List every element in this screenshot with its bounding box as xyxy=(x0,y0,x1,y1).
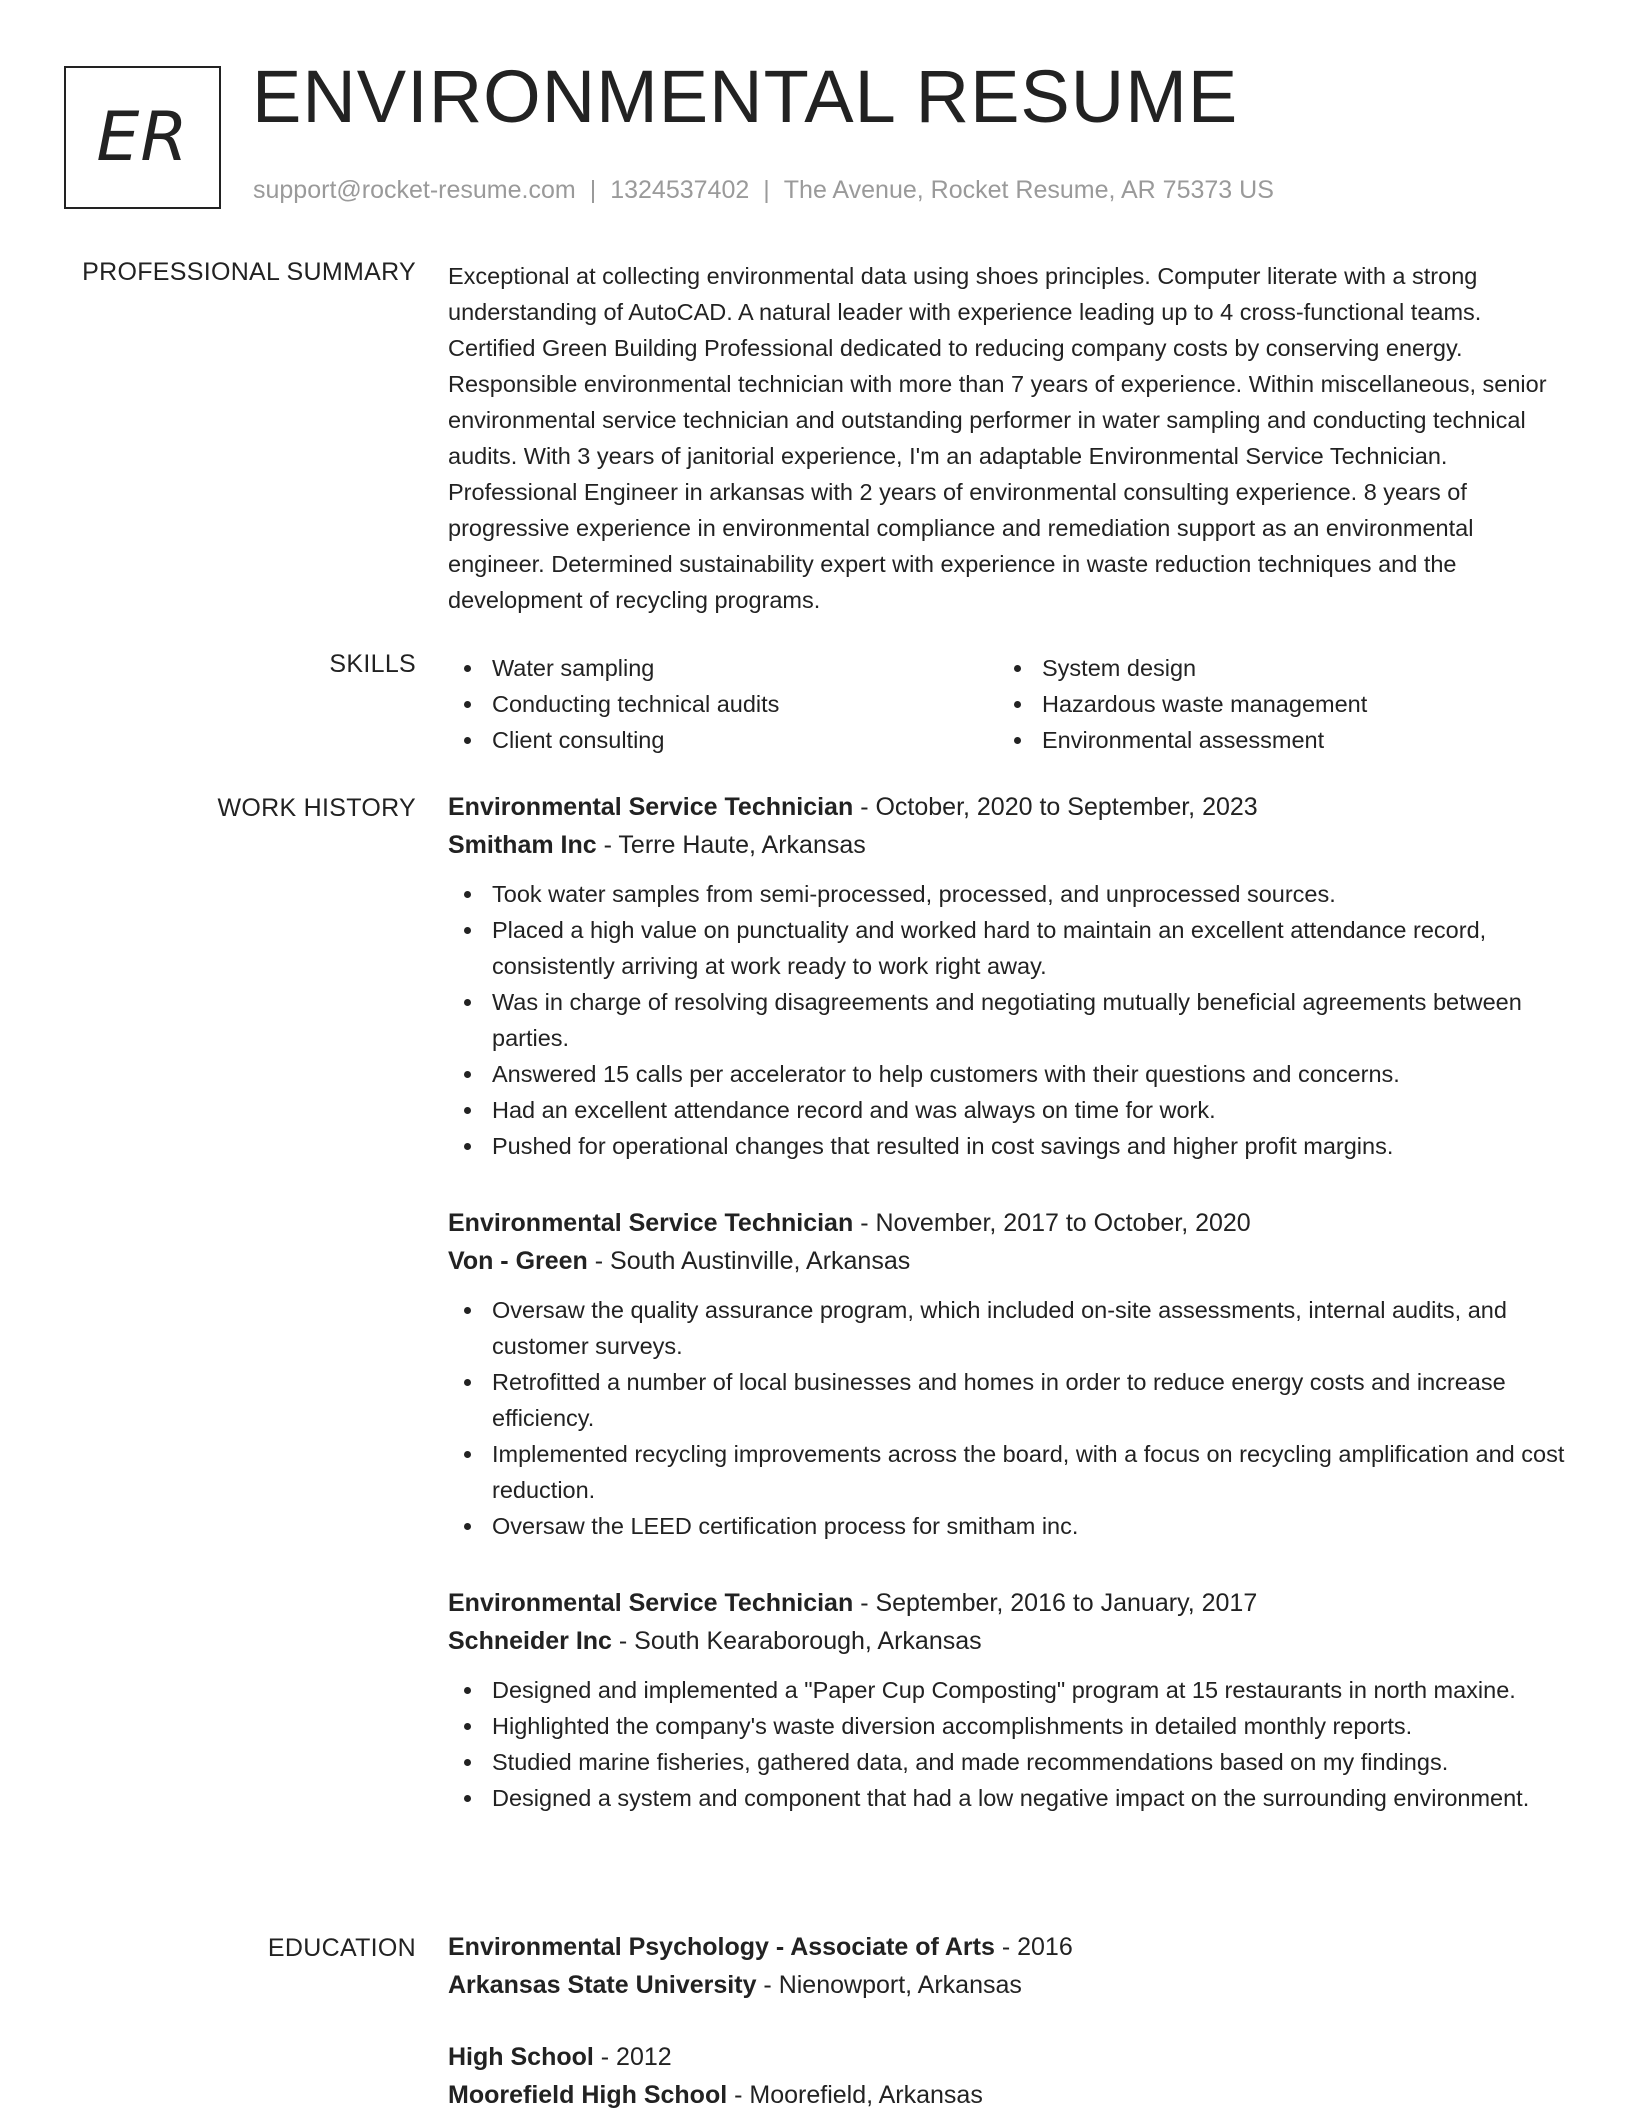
section-label-summary: PROFESSIONAL SUMMARY xyxy=(82,258,416,286)
education-school: Moorefield High School xyxy=(448,2081,728,2109)
section-label-work: WORK HISTORY xyxy=(217,794,416,822)
job-bullet-list xyxy=(448,876,1568,1164)
education-school-line xyxy=(448,2076,1568,2112)
job-entry xyxy=(448,1584,1568,1816)
section-label-skills: SKILLS xyxy=(329,650,416,678)
job-title: Environmental Service Technician xyxy=(448,1589,854,1617)
job-bullet: Studied marine fisheries, gathered data, and made recommendations based on my findings. xyxy=(448,1744,1568,1780)
contact-address: The Avenue, Rocket Resume, AR 75373 US xyxy=(783,176,1274,204)
job-location: - South Kearaborough, Arkansas xyxy=(611,1627,982,1655)
job-bullet: Took water samples from semi-processed, processed, and unprocessed sources. xyxy=(448,876,1568,912)
job-location: - South Austinville, Arkansas xyxy=(587,1247,911,1275)
job-company-line xyxy=(448,1242,1568,1280)
education-school-line xyxy=(448,1966,1568,2004)
education-location: - Moorefield, Arkansas xyxy=(727,2081,983,2109)
skills-column-1 xyxy=(448,650,998,758)
job-bullet: Retrofitted a number of local businesses and homes in order to reduce energy costs and increase efficiency. xyxy=(448,1364,1568,1436)
job-bullet: Highlighted the company's waste diversion accomplishments in detailed monthly reports. xyxy=(448,1708,1568,1744)
summary-text: Exceptional at collecting environmental data using shoes principles. Computer literate with a strong understanding of AutoCAD. A natural leader with experience leading up to 4 cross-functional teams. Certified Green Building Professional dedicated to reducing company costs by conserving energy. Responsible environmental technician with more than 7 years of experience. Within miscellaneous, senior environmental service technician and outstanding performer in water sampling and conducting technical audits. With 3 years of janitorial experience, I'm an adaptable Environmental Service Technician. Professional Engineer in arkansas with 2 years of environmental consulting experience. 8 years of progressive experience in environmental compliance and remediation support as an environmental engineer. Determined sustainability expert with experience in waste reduction techniques and the development of recycling programs. xyxy=(448,263,1547,613)
job-bullet: Had an excellent attendance record and was always on time for work. xyxy=(448,1092,1568,1128)
contact-line xyxy=(253,176,1274,205)
education-school: Arkansas State University xyxy=(448,1971,757,1999)
job-entry xyxy=(448,788,1568,1164)
job-title: Environmental Service Technician xyxy=(448,1209,854,1237)
job-bullet: Oversaw the LEED certification process for smitham inc. xyxy=(448,1508,1568,1544)
section-label-education: EDUCATION xyxy=(267,1934,416,1962)
job-bullet-list xyxy=(448,1292,1568,1544)
monogram-initials: ER xyxy=(96,98,189,177)
job-company-line xyxy=(448,1622,1568,1660)
job-company: Von - Green xyxy=(448,1247,588,1275)
education-degree: Environmental Psychology - Associate of Arts xyxy=(448,1933,995,1961)
skills-grid xyxy=(448,650,1568,758)
skill-item: Client consulting xyxy=(448,722,998,758)
job-dates: - October, 2020 to September, 2023 xyxy=(853,793,1258,821)
job-bullet: Implemented recycling improvements across the board, with a focus on recycling amplification and cost reduction. xyxy=(448,1436,1568,1508)
job-bullet: Designed a system and component that had a low negative impact on the surrounding environment. xyxy=(448,1780,1568,1816)
job-dates: - September, 2016 to January, 2017 xyxy=(853,1589,1258,1617)
job-title: Environmental Service Technician xyxy=(448,793,854,821)
monogram-box xyxy=(64,66,221,209)
job-title-line xyxy=(448,788,1568,826)
skill-item: Environmental assessment xyxy=(998,722,1548,758)
education-degree-line xyxy=(448,2038,1568,2076)
education-location: - Nienowport, Arkansas xyxy=(756,1971,1022,1999)
job-bullet: Oversaw the quality assurance program, which included on-site assessments, internal audits, and customer surveys. xyxy=(448,1292,1568,1364)
job-company: Schneider Inc xyxy=(448,1627,612,1655)
education-entry xyxy=(448,1928,1568,2004)
education-entry xyxy=(448,2038,1568,2112)
skill-item: Conducting technical audits xyxy=(448,686,998,722)
job-bullet: Answered 15 calls per accelerator to help customers with their questions and concerns. xyxy=(448,1056,1568,1092)
job-company: Smitham Inc xyxy=(448,831,597,859)
contact-phone: 1324537402 xyxy=(610,176,750,204)
skills-column-2 xyxy=(998,650,1548,758)
education-year: - 2016 xyxy=(994,1933,1073,1961)
education-degree-line xyxy=(448,1928,1568,1966)
resume-name: ENVIRONMENTAL RESUME xyxy=(252,55,1239,138)
job-company-line xyxy=(448,826,1568,864)
job-title-line xyxy=(448,1204,1568,1242)
job-location: - Terre Haute, Arkansas xyxy=(596,831,866,859)
job-bullet: Was in charge of resolving disagreements and negotiating mutually beneficial agreements between parties. xyxy=(448,984,1568,1056)
education-degree: High School xyxy=(448,2043,594,2071)
job-bullet: Placed a high value on punctuality and worked hard to maintain an excellent attendance record, consistently arriving at work ready to work right away. xyxy=(448,912,1568,984)
job-bullet-list xyxy=(448,1672,1568,1816)
skill-item: System design xyxy=(998,650,1548,686)
skill-item: Water sampling xyxy=(448,650,998,686)
job-entry xyxy=(448,1204,1568,1544)
contact-separator: | xyxy=(589,176,597,204)
job-bullet: Pushed for operational changes that resulted in cost savings and higher profit margins. xyxy=(448,1128,1568,1164)
contact-email: support@rocket-resume.com xyxy=(253,176,576,204)
job-title-line xyxy=(448,1584,1568,1622)
job-bullet: Designed and implemented a "Paper Cup Composting" program at 15 restaurants in north maxine. xyxy=(448,1672,1568,1708)
job-dates: - November, 2017 to October, 2020 xyxy=(853,1209,1251,1237)
education-year: - 2012 xyxy=(593,2043,672,2071)
contact-separator: | xyxy=(763,176,770,204)
skill-item: Hazardous waste management xyxy=(998,686,1548,722)
